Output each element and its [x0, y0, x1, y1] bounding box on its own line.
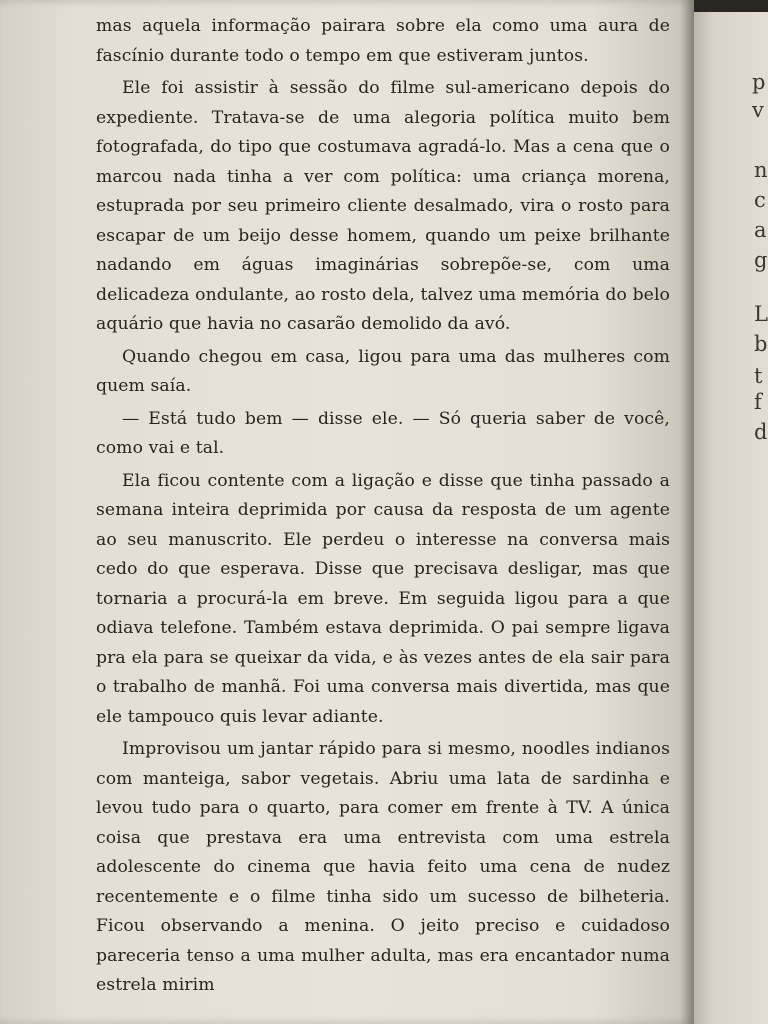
gutter-shadow — [680, 0, 694, 1024]
page-body-text — [96, 12, 670, 1004]
next-page-letter: d — [754, 420, 768, 444]
next-page-letter: c — [754, 188, 766, 212]
paragraph: mas aquela informação pairara sobre ela como uma aura de fascínio durante todo o tempo em que estiveram juntos. — [96, 16, 670, 66]
next-page-letter: v — [752, 98, 764, 122]
paragraph: Improvisou um jantar rápido para si mesmo, noodles indianos com manteiga, sabor vegetais. Abriu uma lata de sardinha e levou tudo para o quarto, para comer em frente à TV. A única coisa que prestava era uma entrevista com uma estrela adolescente do cinema que havia feito uma cena de nudez recentemente e o filme tinha sido um sucesso de bilheteria. Ficou observando a menina. O jeito preciso e cuidadoso pareceria tenso a uma mulher adulta, mas era encantador numa estrela mirim — [96, 739, 670, 995]
next-page-letter: b — [754, 332, 768, 356]
paragraph: — Está tudo bem — disse ele. — Só queria saber de você, como vai e tal. — [96, 408, 670, 458]
next-page-letter: p — [752, 70, 766, 94]
next-page-letter: g — [754, 248, 768, 272]
next-page-letter: t — [754, 364, 763, 388]
next-page-letter: f — [754, 390, 762, 414]
next-page-edge — [692, 12, 768, 1024]
next-page-letter: n — [754, 158, 768, 182]
next-page-letter: a — [754, 218, 767, 242]
next-page-letter: L — [754, 302, 768, 326]
paragraph: Ele foi assistir à sessão do filme sul-americano depois do expediente. Tratava-se de uma alegoria política muito bem fotografada, do tipo que costumava agradá-lo. Mas a cena que o marcou nada tinha a ver com política: uma criança morena, estuprada por seu primeiro cliente desalmado, vira o rosto para escapar de um beijo desse homem, quando um peixe brilhante nadando em águas imaginárias sobrepõe-se, com uma delicadeza ondulante, ao rosto dela, talvez uma memória do belo aquário que havia no casarão demolido da avó. — [96, 78, 670, 334]
paragraph: Ela ficou contente com a ligação e disse que tinha passado a semana inteira deprimida por causa da resposta de um agente ao seu manuscrito. Ele perdeu o interesse na conversa mais cedo do que esperava. Disse que precisava desligar, mas que tornaria a procurá-la em breve. Em seguida ligou para a que odiava telefone. Também estava deprimida. O pai sempre ligava pra ela para se queixar da vida, e às vezes antes de ela sair para o trabalho de manhã. Foi uma conversa mais divertida, mas que ele tampouco quis levar adiante. — [96, 470, 670, 727]
paragraph: Quando chegou em casa, ligou para uma das mulheres com quem saía. — [96, 346, 670, 396]
